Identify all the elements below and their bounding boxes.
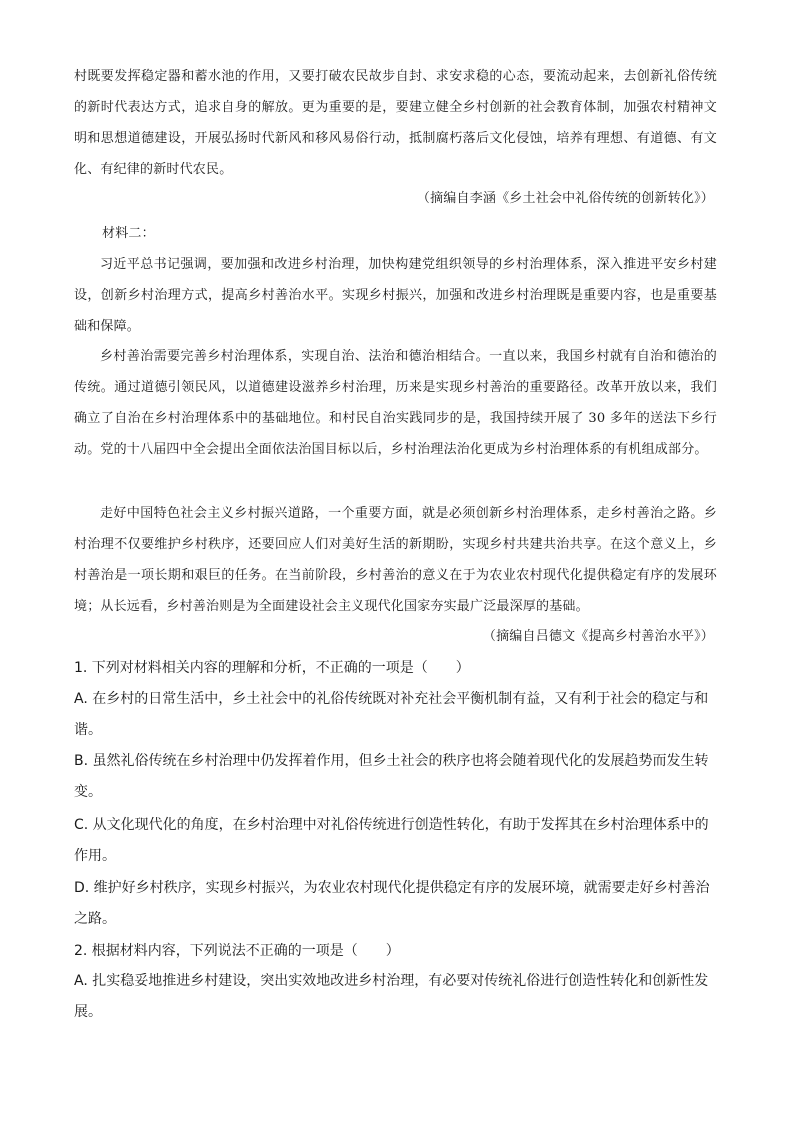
source-citation-2: （摘编自吕德文《提高乡村善治水平》） xyxy=(482,629,714,644)
question-2-stem: 2. 根据材料内容，下列说法不正确的一项是（ ） xyxy=(74,943,400,959)
question-2-option-a: A. 扎实稳妥地推进乡村建设，突出实效地改进乡村治理，有必要对传统礼俗进行创造性转化和创新性发展。 xyxy=(74,973,709,1020)
question-1-stem: 1. 下列对材料相关内容的理解和分析，不正确的一项是（ ） xyxy=(74,660,470,676)
question-1-option-d: D. 维护好乡村秩序，实现乡村振兴，为农业农村现代化提供稳定有序的发展环境，就需要走好乡村善治之路。 xyxy=(74,880,710,927)
material1-tail-paragraph: 村既要发挥稳定器和蓄水池的作用，又要打破农民故步自封、求安求稳的心态，要流动起来，去创新礼俗传统的新时代表达方式，追求自身的解放。更为重要的是，要建立健全乡村创新的社会教育体制，加强农村精神文明和思想道德建设，开展弘扬时代新风和移风易俗行动，抵制腐朽落后文化侵蚀，培养有理想、有道德、有文化、有纪律的新时代农民。 xyxy=(74,69,717,177)
question-1-option-a: A. 在乡村的日常生活中，乡土社会中的礼俗传统既对补充社会平衡机制有益，又有利于社会的稳定与和谐。 xyxy=(74,691,709,738)
source-citation-1: （摘编自李涵《乡土社会中礼俗传统的创新转化》） xyxy=(416,191,714,206)
question-1-option-c: C. 从文化现代化的角度，在乡村治理中对礼俗传统进行创造性转化，有助于发挥其在乡村治理体系中的作用。 xyxy=(74,817,709,864)
material2-paragraph: 走好中国特色社会主义乡村振兴道路，一个重要方面，就是必须创新乡村治理体系，走乡村善治之路。乡村治理不仅要维护乡村秩序，还要回应人们对美好生活的新期盼，实现乡村共建共治共享。在这个意义上，乡村善治是一项长期和艰巨的任务。在当前阶段，乡村善治的意义在于为农业农村现代化提供稳定有序的发展环境；从长远看，乡村善治则是为全面建设社会主义现代化国家夯实最广泛最深厚的基础。 xyxy=(74,506,717,614)
question-1-option-b: B. 虽然礼俗传统在乡村治理中仍发挥着作用，但乡土社会的秩序也将会随着现代化的发展趋势而发生转变。 xyxy=(74,753,709,800)
material2-paragraph: 乡村善治需要完善乡村治理体系，实现自治、法治和德治相结合。一直以来，我国乡村就有自治和德治的传统。通过道德引领民风，以道德建设滋养乡村治理，历来是实现乡村善治的重要路径。改革开放以来，我们确立了自治在乡村治理体系中的基础地位。和村民自治实践同步的是，我国持续开展了 30 多年的送法下乡行动。党的十八届四中全会提出全面依法治国目标以后，乡村治理法治化更成为乡村治理体系的有机组成部分。 xyxy=(74,349,717,457)
material2-paragraph: 习近平总书记强调，要加强和改进乡村治理，加快构建党组织领导的乡村治理体系，深入推进平安乡村建设，创新乡村治理方式，提高乡村善治水平。实现乡村振兴，加强和改进乡村治理既是重要内容，也是重要基础和保障。 xyxy=(74,257,717,334)
material2-heading: 材料二： xyxy=(102,226,155,241)
